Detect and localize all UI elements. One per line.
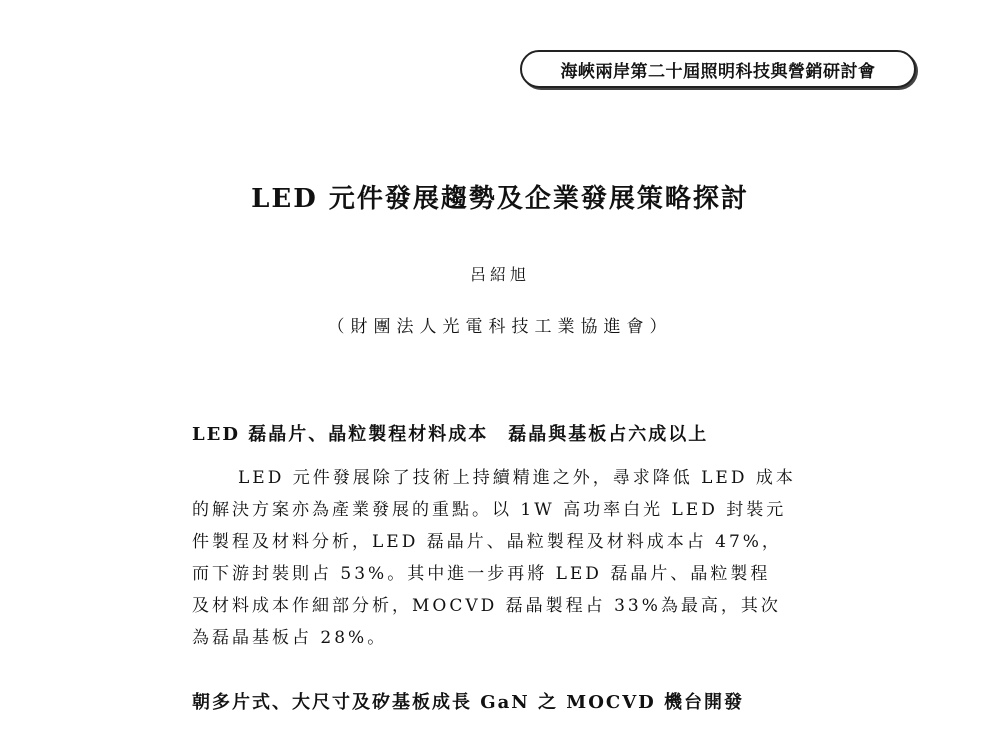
section-heading-2: 朝多片式、大尺寸及矽基板成長 GaN 之 MOCVD 機台開發: [192, 692, 745, 713]
author-affiliation: （財團法人光電科技工業協進會）: [327, 317, 673, 337]
paragraph-line: 及材料成本作細部分析，MOCVD 磊晶製程占 33%為最高，其次: [192, 596, 781, 616]
paragraph-line: 為磊晶基板占 28%。: [192, 628, 388, 648]
conference-header-badge: 海峽兩岸第二十屆照明科技與營銷研討會: [520, 50, 916, 88]
paragraph-line: 而下游封裝則占 53%。其中進一步再將 LED 磊晶片、晶粒製程: [192, 564, 771, 584]
author-name: 呂紹旭: [469, 265, 530, 284]
document-title: LED 元件發展趨勢及企業發展策略探討: [251, 184, 749, 214]
paragraph-line: 件製程及材料分析，LED 磊晶片、晶粒製程及材料成本占 47%，: [192, 532, 782, 552]
paragraph-line: 的解決方案亦為產業發展的重點。以 1W 高功率白光 LED 封裝元: [192, 500, 787, 520]
section-heading-1: LED 磊晶片、晶粒製程材料成本 磊晶與基板占六成以上: [192, 424, 709, 445]
paragraph-line: LED 元件發展除了技術上持續精進之外，尋求降低 LED 成本: [238, 468, 796, 488]
paragraph-1: [192, 462, 856, 654]
